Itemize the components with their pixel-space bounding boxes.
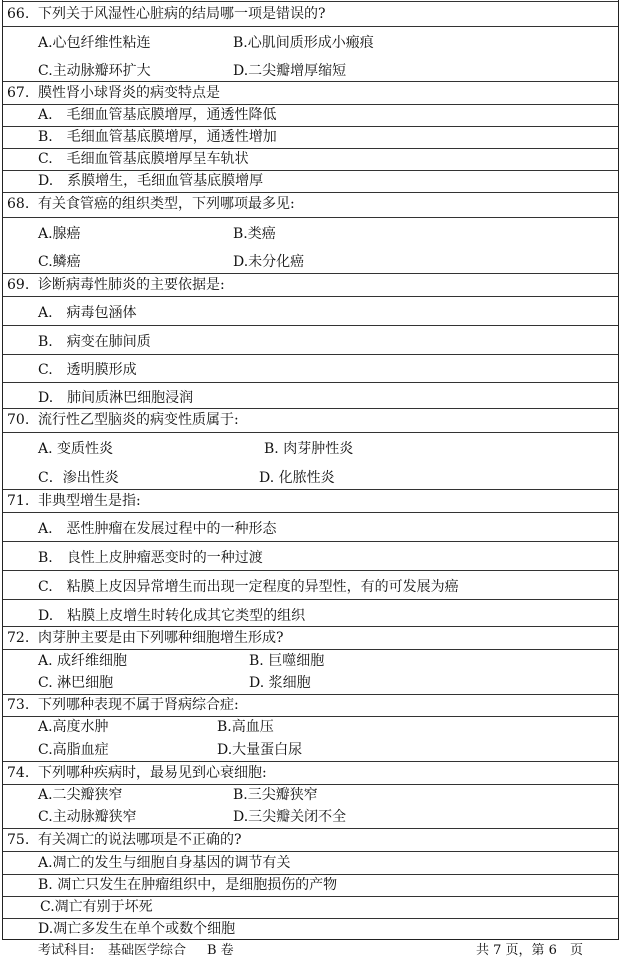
row-divider xyxy=(3,716,618,717)
option-c: C．渗出性炎 xyxy=(38,470,119,486)
page-border-left xyxy=(2,0,3,940)
row-divider xyxy=(3,81,618,82)
row-divider xyxy=(3,694,618,695)
option-b: B. 毛细血管基底膜增厚，通透性增加 xyxy=(38,129,277,145)
option-b: B.三尖瓣狭窄 xyxy=(233,787,318,803)
question-number: 74. xyxy=(7,765,30,781)
question-stem: 诊断病毒性肺炎的主要依据是: xyxy=(38,277,225,293)
row-divider xyxy=(3,761,618,762)
row-divider xyxy=(3,851,618,852)
question-stem: 非典型增生是指: xyxy=(38,493,141,509)
row-divider xyxy=(3,570,618,571)
footer-subject: 基础医学综合 xyxy=(108,943,187,958)
question-stem: 膜性肾小球肾炎的病变特点是 xyxy=(38,85,220,101)
option-a: A.高度水肿 xyxy=(38,719,109,735)
question-stem: 下列哪种疾病时，最易见到心衰细胞: xyxy=(38,765,267,781)
row-divider xyxy=(3,896,618,897)
option-a: A.心包纤维性粘连 xyxy=(38,35,151,51)
row-divider xyxy=(3,541,618,542)
option-d: D.未分化癌 xyxy=(233,254,305,270)
row-divider xyxy=(3,382,618,383)
option-c: C. 毛细血管基底膜增厚呈车轨状 xyxy=(38,151,249,167)
row-divider xyxy=(3,828,618,829)
question-number: 75. xyxy=(7,832,30,848)
option-d: D. 化脓性炎 xyxy=(259,470,335,486)
row-divider xyxy=(3,599,618,600)
option-a: A. 毛细血管基底膜增厚，通透性降低 xyxy=(38,107,277,123)
footer-paper: B 卷 xyxy=(207,943,234,958)
option-a: A. 成纤维细胞 xyxy=(38,653,128,669)
option-a: A.二尖瓣狭窄 xyxy=(38,787,123,803)
row-divider xyxy=(3,512,618,513)
page-border-right xyxy=(618,0,619,940)
row-divider xyxy=(3,148,618,149)
option-c: C. 粘膜上皮因异常增生而出现一定程度的异型性，有的可发展为癌 xyxy=(38,579,459,595)
option-b: B. 巨噬细胞 xyxy=(249,653,325,669)
option-c: C.鳞癌 xyxy=(38,254,81,270)
question-stem: 有关食管癌的组织类型，下列哪项最多见: xyxy=(38,196,295,212)
option-d: D.三尖瓣关闭不全 xyxy=(233,809,347,825)
row-divider xyxy=(3,408,618,409)
row-divider xyxy=(3,874,618,875)
option-d: D.二尖瓣增厚缩短 xyxy=(233,63,347,79)
option-b: B.高血压 xyxy=(217,719,274,735)
question-number: 72. xyxy=(7,630,30,646)
option-a: A. 恶性肿瘤在发展过程中的一种形态 xyxy=(38,521,277,537)
page-border-bottom xyxy=(2,939,619,940)
option-a: A.凋亡的发生与细胞自身基因的调节有关 xyxy=(38,855,291,871)
option-c: C.凋亡有别于坏死 xyxy=(40,899,153,915)
question-number: 68. xyxy=(7,196,30,212)
row-divider xyxy=(3,325,618,326)
question-number: 67. xyxy=(7,85,30,101)
option-b: B. 良性上皮肿瘤恶变时的一种过渡 xyxy=(38,550,263,566)
footer-page-info: 共 7 页，第 6 页 xyxy=(476,943,583,958)
row-divider xyxy=(3,296,618,297)
row-divider xyxy=(3,626,618,627)
option-c: C. 淋巴细胞 xyxy=(38,675,114,691)
option-b: B.心肌间质形成小瘢痕 xyxy=(233,35,374,51)
option-d: D. 粘膜上皮增生时转化成其它类型的组织 xyxy=(38,608,306,624)
option-d: D. 肺间质淋巴细胞浸润 xyxy=(38,390,194,406)
question-stem: 肉芽肿主要是由下列哪种细胞增生形成? xyxy=(38,630,284,646)
row-divider xyxy=(3,192,618,193)
row-divider xyxy=(3,354,618,355)
option-d: D.凋亡多发生在单个或数个细胞 xyxy=(38,921,236,937)
option-c: C.主动脉瓣环扩大 xyxy=(38,63,151,79)
row-divider xyxy=(3,126,618,127)
question-number: 70. xyxy=(7,412,30,428)
row-divider xyxy=(3,104,618,105)
row-divider xyxy=(3,217,618,218)
question-stem: 有关凋亡的说法哪项是不正确的? xyxy=(38,832,242,848)
row-divider xyxy=(3,273,618,274)
option-d: D. 浆细胞 xyxy=(249,675,311,691)
option-c: C.高脂血症 xyxy=(38,742,109,758)
row-divider xyxy=(3,918,618,919)
option-c: C.主动脉瓣狭窄 xyxy=(38,809,137,825)
option-a: A. 变质性炎 xyxy=(38,441,114,457)
row-divider xyxy=(3,489,618,490)
row-divider xyxy=(3,1,618,2)
option-d: D. 系膜增生，毛细血管基底膜增厚 xyxy=(38,173,264,189)
option-b: B.类癌 xyxy=(233,226,276,242)
question-number: 71. xyxy=(7,493,30,509)
option-a: A.腺癌 xyxy=(38,226,81,242)
option-d: D.大量蛋白尿 xyxy=(217,742,303,758)
option-b: B. 肉芽肿性炎 xyxy=(264,441,354,457)
option-c: C. 透明膜形成 xyxy=(38,362,137,378)
option-b: B. 病变在肺间质 xyxy=(38,334,151,350)
question-stem: 下列关于风湿性心脏病的结局哪一项是错误的? xyxy=(38,6,326,22)
question-stem: 下列哪种表现不属于肾病综合症: xyxy=(38,697,239,713)
option-a: A. 病毒包涵体 xyxy=(38,305,137,321)
question-stem: 流行性乙型脑炎的病变性质属于: xyxy=(38,412,239,428)
option-b: B. 凋亡只发生在肿瘤组织中，是细胞损伤的产物 xyxy=(38,877,338,893)
row-divider xyxy=(3,170,618,171)
row-divider xyxy=(3,26,618,27)
question-number: 73. xyxy=(7,697,30,713)
row-divider xyxy=(3,784,618,785)
footer-subject-label: 考试科目: xyxy=(38,943,95,958)
row-divider xyxy=(3,432,618,433)
question-number: 66. xyxy=(7,6,30,22)
question-number: 69. xyxy=(7,277,30,293)
row-divider xyxy=(3,649,618,650)
